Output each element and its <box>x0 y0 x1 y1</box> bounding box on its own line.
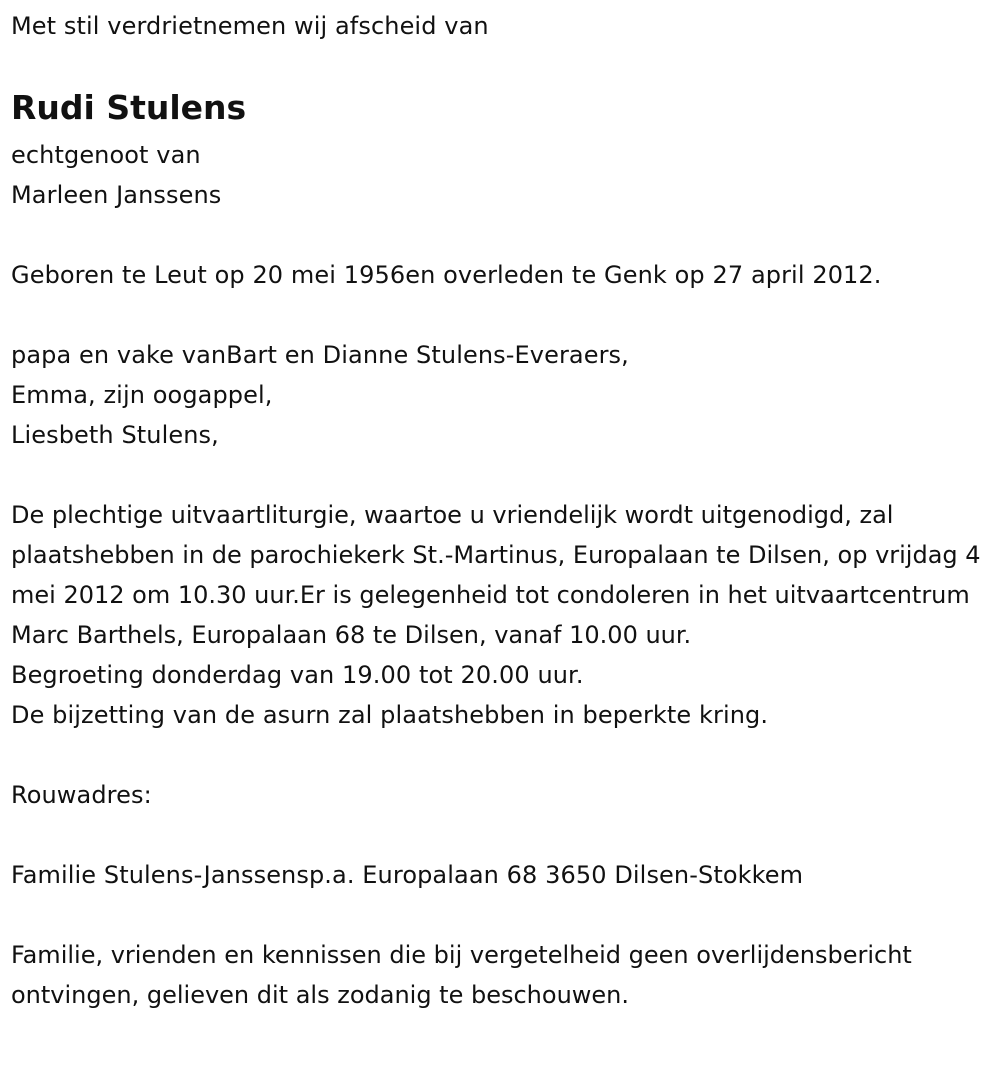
spacer <box>11 215 996 255</box>
family-line-1: papa en vake vanBart en Dianne Stulens-Everaers, <box>11 341 629 369</box>
spacer <box>11 455 996 495</box>
obituary-notice <box>11 6 996 1015</box>
closing-text: Familie, vrienden en kennissen die bij vergetelheid geen overlijdensbericht ontvingen, gelieven dit als zodanig te beschouwen. <box>11 941 912 1009</box>
address-label: Rouwadres: <box>11 781 152 809</box>
spacer <box>11 815 996 855</box>
spacer <box>11 295 996 335</box>
deceased-name: Rudi Stulens <box>11 88 247 127</box>
spacer <box>11 735 996 775</box>
address-value: Familie Stulens-Janssensp.a. Europalaan 68 3650 Dilsen-Stokkem <box>11 861 804 889</box>
spouse-name: Marleen Janssens <box>11 181 222 209</box>
family-line-2: Emma, zijn oogappel, <box>11 381 273 409</box>
intro-text: Met stil verdrietnemen wij afscheid van <box>11 12 489 40</box>
birth-death-text: Geboren te Leut op 20 mei 1956en overleden te Genk op 27 april 2012. <box>11 261 882 289</box>
spouse-label: echtgenoot van <box>11 141 201 169</box>
greeting-text: Begroeting donderdag van 19.00 tot 20.00 uur. <box>11 661 584 689</box>
interment-text: De bijzetting van de asurn zal plaatshebben in beperkte kring. <box>11 701 769 729</box>
liturgy-text: De plechtige uitvaartliturgie, waartoe u vriendelijk wordt uitgenodigd, zal plaatshebben in de parochiekerk St.-Martinus, Europalaan te Dilsen, op vrijdag 4 mei 2012 om 10.30 uur.Er is gelegenheid tot condoleren in het uitvaartcentrum Marc Barthels, Europalaan 68 te Dilsen, vanaf 10.00 uur. <box>11 501 981 649</box>
family-line-3: Liesbeth Stulens, <box>11 421 219 449</box>
spacer <box>11 895 996 935</box>
